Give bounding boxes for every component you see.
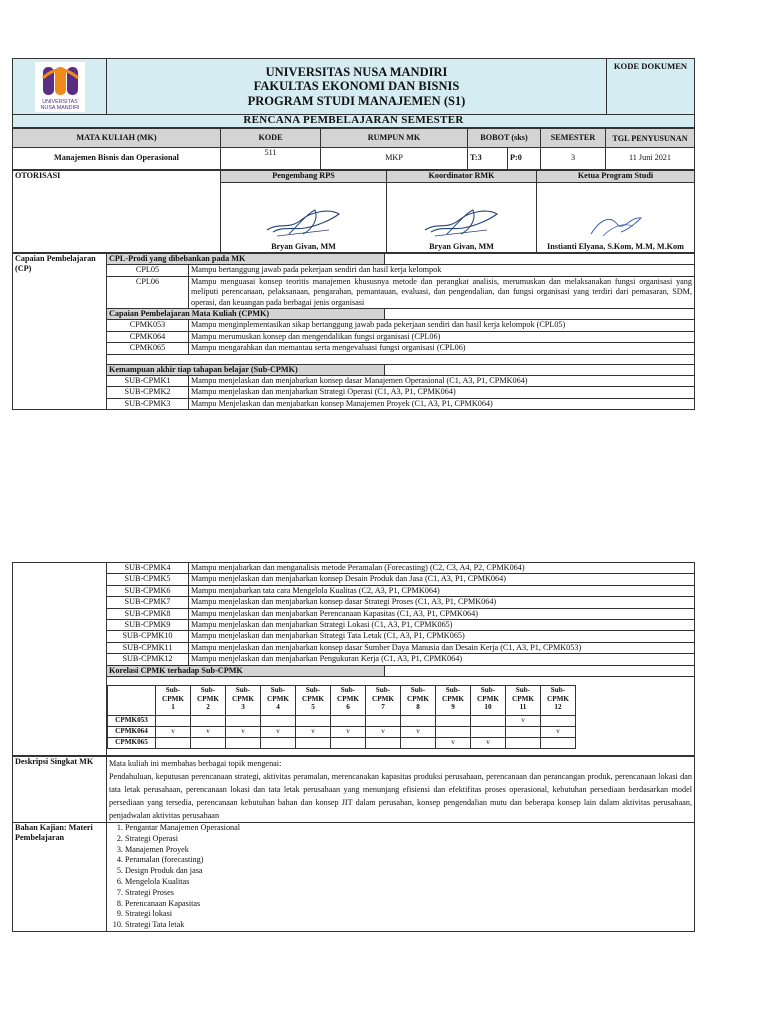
matrix-mark <box>156 738 191 749</box>
matrix-mark <box>331 716 366 727</box>
rumpun-header: RUMPUN MK <box>321 129 468 148</box>
matrix-col-header-line: CPMK <box>197 694 219 703</box>
sub-cpmk-code: SUB-CPMK6 <box>107 585 189 596</box>
rps-title: RENCANA PEMBELAJARAN SEMESTER <box>13 115 695 128</box>
kaprodi-name: Instianti Elyana, S.Kom, M.M, M.Kom <box>547 242 684 251</box>
matrix-col-header-line: 8 <box>416 703 420 712</box>
cpmk-text: Mampu mengarahkan dan memantau serta mengevaluasi fungsi organisasi (CPL06) <box>189 343 695 354</box>
course-rumpun: MKP <box>321 148 468 170</box>
bahan-kajian-item: 9. Strategi lokasi <box>125 909 692 920</box>
signature-icon <box>581 208 651 242</box>
matrix-col-header-line: 10 <box>484 703 492 712</box>
rps-page-1 <box>12 58 694 410</box>
korelasi-matrix-cell <box>107 677 695 756</box>
matrix-mark: v <box>541 727 576 738</box>
matrix-mark <box>226 716 261 727</box>
cp-label: Capaian Pembelajaran (CP) <box>13 254 107 410</box>
course-sks-t: T:3 <box>468 148 508 170</box>
bahan-kajian-item: 7. Strategi Proses <box>125 888 692 899</box>
matrix-col-header <box>226 686 261 716</box>
cpl-text: Mampu menguasai konsep teoritis manajemen khususnya metode dan perangkat analisis, merumuskan dan melaksanakan fungsi organisasi yang meliputi perencanaan, pelaksanaan, pengarahan, pemantauan, evaluasi, dan pengendalian, dan fungsi organisasi yang terdiri dari pemasaran, SDM, operasi, dan keuangan pada berbagai jenis organisasi <box>189 276 695 308</box>
matrix-col-header-line: 6 <box>346 703 350 712</box>
sub-cpmk-code: SUB-CPMK4 <box>107 563 189 574</box>
pengembang-label: Pengembang RPS <box>221 171 387 183</box>
university-name: UNIVERSITAS NUSA MANDIRI <box>265 64 448 79</box>
matrix-col-header <box>296 686 331 716</box>
matrix-col-header <box>541 686 576 716</box>
matrix-mark: v <box>261 727 296 738</box>
matrix-mark <box>401 716 436 727</box>
matrix-mark <box>366 738 401 749</box>
cp-table <box>12 253 695 410</box>
sub-cpmk-code: SUB-CPMK2 <box>107 387 189 398</box>
matrix-mark <box>366 716 401 727</box>
matrix-col-header-line: Sub- <box>200 686 216 695</box>
matrix-mark: v <box>436 738 471 749</box>
matrix-mark <box>296 738 331 749</box>
matrix-col-header-line: 2 <box>206 703 210 712</box>
sub-cpmk-text: Mampu menjabarkan dan menganalisis metode Peramalan (Forecasting) (C2, C3, A4, P2, CPMK064) <box>189 563 695 574</box>
matrix-col-header <box>261 686 296 716</box>
matrix-col-header-line: Sub- <box>270 686 286 695</box>
matrix-col-header-line: Sub- <box>375 686 391 695</box>
sub-cpmk-code: SUB-CPMK8 <box>107 608 189 619</box>
tgl-header: TGL PENYUSUNAN <box>606 129 695 148</box>
matrix-col-header-line: 3 <box>241 703 245 712</box>
matrix-mark: v <box>401 727 436 738</box>
matrix-row-label: CPMK065 <box>108 738 156 749</box>
matrix-col-header-line: Sub- <box>445 686 461 695</box>
bahan-kajian-content <box>107 823 695 932</box>
matrix-mark <box>331 738 366 749</box>
cp-label-continued <box>13 563 107 756</box>
otorisasi-table <box>12 170 695 253</box>
bahan-kajian-list <box>109 823 692 931</box>
matrix-row-label: CPMK064 <box>108 727 156 738</box>
koordinator-name: Bryan Givan, MM <box>429 241 494 251</box>
matrix-col-header-line: 9 <box>451 703 455 712</box>
bahan-kajian-item: 10. Strategi Tata letak <box>125 920 692 931</box>
semester-header: SEMESTER <box>541 129 606 148</box>
sub-cpmk-text: Mampu menjelaskan dan menjabarkan konsep dasar Sumber Daya Manusia dan Desain Kerja (C1, A3, P1, CPMK053) <box>189 642 695 653</box>
bahan-kajian-item: 8. Perencanaan Kapasitas <box>125 899 692 910</box>
kaprodi-label: Ketua Program Studi <box>537 171 695 183</box>
matrix-col-header-line: Sub- <box>480 686 496 695</box>
sub-cpmk-text: Mampu menjelaskan dan menjabarkan konsep dasar Strategi Proses (C1, A3, P1, CPMK064) <box>189 597 695 608</box>
sub-cpmk-text: Mampu menjabarkan tata cara Mengelola Kualitas (C2, A3, P1, CPMK064) <box>189 585 695 596</box>
cpmk-text: Mampu merumuskan konsep dan mengendalikan fungsi organisasi (CPL06) <box>189 331 695 342</box>
matrix-col-header-line: Sub- <box>235 686 251 695</box>
matrix-mark <box>436 727 471 738</box>
matrix-col-header-line: 11 <box>519 703 527 712</box>
cpl-code: CPL06 <box>107 276 189 308</box>
sub-cpmk-text: Mampu menjelaskan dan menjabarkan konsep Desain Produk dan Jasa (C1, A3, P1, CPMK064) <box>189 574 695 585</box>
matrix-mark: v <box>191 727 226 738</box>
matrix-mark <box>506 738 541 749</box>
sub-cpmk-text: Mampu menjelaskan dan menjabarkan Perencanaan Kapasitas (C1, A3, P1, CPMK064) <box>189 608 695 619</box>
sub-cpmk-header: Kemampuan akhir tiap tahapan belajar (Sub-CPMK) <box>107 364 385 375</box>
matrix-mark <box>261 716 296 727</box>
course-name: Manajemen Bisnis dan Operasional <box>13 148 221 170</box>
matrix-mark <box>541 716 576 727</box>
header-table <box>12 58 695 128</box>
matrix-mark: v <box>226 727 261 738</box>
bahan-kajian-item: 2. Strategi Operasi <box>125 834 692 845</box>
korelasi-header: Korelasi CPMK terhadap Sub-CPMK <box>107 665 385 676</box>
matrix-mark: v <box>296 727 331 738</box>
sub-cpmk-code: SUB-CPMK3 <box>107 398 189 409</box>
header-title <box>107 59 607 115</box>
cpl-header-blank <box>385 254 695 265</box>
matrix-col-header-line: 4 <box>276 703 280 712</box>
cpl-text: Mampu bertanggung jawab pada pekerjaan sendiri dan hasil kerja kelompok <box>189 265 695 276</box>
cpmk-code: CPMK064 <box>107 331 189 342</box>
matrix-mark: v <box>156 727 191 738</box>
logo-cell <box>13 59 107 115</box>
matrix-mark <box>471 716 506 727</box>
sub-cpmk-text: Mampu menjelaskan dan menjabarkan Pengukuran Kerja (C1, A3, P1, CPMK064) <box>189 654 695 665</box>
matrix-mark <box>436 716 471 727</box>
cpl-header: CPL-Prodi yang dibebankan pada MK <box>107 254 385 265</box>
matrix-col-header <box>366 686 401 716</box>
sub-cpmk-text: Mampu menjelaskan dan menjabarkan konsep dasar Manajemen Operasional (C1, A3, P1, CPMK064) <box>189 376 695 387</box>
matrix-mark <box>226 738 261 749</box>
rps-page-2 <box>12 562 694 932</box>
matrix-col-header-line: Sub- <box>550 686 566 695</box>
faculty-name: FAKULTAS EKONOMI DAN BISNIS <box>253 79 460 94</box>
sub-cpmk-text: Mampu menjelaskan dan menjabarkan Strategi Tata Letak (C1, A3, P1, CPMK065) <box>189 631 695 642</box>
kode-header: KODE <box>221 129 321 148</box>
course-table <box>12 128 695 170</box>
matrix-mark <box>296 716 331 727</box>
matrix-col-header-line: Sub- <box>165 686 181 695</box>
sub-cpmk-code: SUB-CPMK11 <box>107 642 189 653</box>
korelasi-header-blank <box>385 665 695 676</box>
matrix-mark <box>471 727 506 738</box>
matrix-col-header <box>436 686 471 716</box>
matrix-col-header-line: CPMK <box>162 694 184 703</box>
svg-text:UNIVERSITAS: UNIVERSITAS <box>41 99 78 105</box>
matrix-mark <box>191 716 226 727</box>
matrix-mark <box>261 738 296 749</box>
matrix-col-header-line: 5 <box>311 703 315 712</box>
university-logo-icon <box>35 62 85 112</box>
matrix-row-label: CPMK053 <box>108 716 156 727</box>
sub-cpmk-code: SUB-CPMK1 <box>107 376 189 387</box>
mk-header: MATA KULIAH (MK) <box>13 129 221 148</box>
pengembang-name: Bryan Givan, MM <box>271 241 336 251</box>
bahan-kajian-label: Bahan Kajian: Materi Pembelajaran <box>13 823 107 932</box>
matrix-corner <box>108 686 156 716</box>
matrix-col-header-line: 12 <box>554 703 562 712</box>
sub-cpmk-code: SUB-CPMK9 <box>107 620 189 631</box>
bahan-kajian-item: 4. Peramalan (forecasting) <box>125 855 692 866</box>
matrix-mark: v <box>471 738 506 749</box>
matrix-col-header-line: 7 <box>381 703 385 712</box>
matrix-row <box>108 727 576 738</box>
bobot-header: BOBOT (sks) <box>468 129 541 148</box>
matrix-col-header <box>506 686 541 716</box>
signature-icon <box>417 200 507 242</box>
matrix-row <box>108 738 576 749</box>
cp-continued-table <box>12 562 695 756</box>
sub-cpmk-code: SUB-CPMK12 <box>107 654 189 665</box>
matrix-col-header <box>471 686 506 716</box>
svg-text:NUSA MANDIRI: NUSA MANDIRI <box>40 105 79 111</box>
program-name: PROGRAM STUDI MANAJEMEN (S1) <box>247 93 466 108</box>
matrix-col-header <box>331 686 366 716</box>
cpmk-code: CPMK053 <box>107 320 189 331</box>
sub-cpmk-text: Mampu Menjelaskan dan menjabarkan konsep Manajemen Proyek (C1, A3, P1, CPMK064) <box>189 398 695 409</box>
course-kode: 511 <box>221 148 321 170</box>
course-sks-p: P:0 <box>508 148 541 170</box>
matrix-row <box>108 716 576 727</box>
matrix-mark: v <box>366 727 401 738</box>
cpl-code: CPL05 <box>107 265 189 276</box>
spacer-row <box>107 354 695 364</box>
cpmk-code: CPMK065 <box>107 343 189 354</box>
deskripsi-label: Deskripsi Singkat MK <box>13 757 107 823</box>
deskripsi-content <box>107 757 695 823</box>
matrix-col-header-line: Sub- <box>410 686 426 695</box>
matrix-mark <box>156 716 191 727</box>
sub-cpmk-text: Mampu menjelaskan dan menjabarkan Strategi Lokasi (C1, A3, P1, CPMK065) <box>189 620 695 631</box>
deskripsi-table <box>12 756 695 932</box>
matrix-col-header-line: CPMK <box>477 694 499 703</box>
matrix-mark <box>401 738 436 749</box>
sub-cpmk-code: SUB-CPMK7 <box>107 597 189 608</box>
kode-dokumen: KODE DOKUMEN <box>607 59 695 115</box>
matrix-col-header <box>156 686 191 716</box>
sub-cpmk-text: Mampu menjelaskan dan menjabarkan Strategi Operasi (C1, A3, P1, CPMK064) <box>189 387 695 398</box>
korelasi-matrix <box>107 685 576 749</box>
bahan-kajian-item: 3. Manajemen Proyek <box>125 845 692 856</box>
course-semester: 3 <box>541 148 606 170</box>
matrix-col-header-line: CPMK <box>512 694 534 703</box>
matrix-col-header-line: Sub- <box>340 686 356 695</box>
matrix-mark: v <box>331 727 366 738</box>
matrix-col-header-line: CPMK <box>267 694 289 703</box>
cpmk-text: Mampu menginplementasikan sikap bertanggung jawab pada pekerjaan sendiri dan hasil kerja kelompok (CPL05) <box>189 320 695 331</box>
cpmk-header-blank <box>385 309 695 320</box>
matrix-col-header-line: CPMK <box>547 694 569 703</box>
sub-cpmk-header-blank <box>385 364 695 375</box>
matrix-mark <box>506 727 541 738</box>
koordinator-label: Koordinator RMK <box>387 171 537 183</box>
matrix-col-header-line: CPMK <box>302 694 324 703</box>
bahan-kajian-item: 5. Design Produk dan jasa <box>125 866 692 877</box>
deskripsi-intro: Mata kuliah ini membahas berbagai topik mengenai: <box>109 759 282 769</box>
matrix-col-header <box>191 686 226 716</box>
matrix-mark <box>541 738 576 749</box>
cpmk-header: Capaian Pembelajaran Mata Kuliah (CPMK) <box>107 309 385 320</box>
signature-icon <box>259 200 349 242</box>
matrix-col-header-line: CPMK <box>407 694 429 703</box>
pengembang-signature-cell <box>221 183 387 253</box>
matrix-col-header-line: CPMK <box>232 694 254 703</box>
matrix-col-header <box>401 686 436 716</box>
deskripsi-text: Pendahuluan, keputusan perencanaan strategi, aktivitas peramalan, merencanakan kapasitas produksi perusahaan, perencanaan dan perancangan produk, perencanaan lokasi dan tata letak perusahaan, perencanaan lokasi dan tata letak perusahaan yang menunjang efisiensi dan efektifitas proses operasional, kebutuhan persediaan berdasarkan model persediaan yang tersedia, perencanaan kebutuhan bahan dan konsep JIT dalam perusahan, konsep pengendalian mutu dan beberapa konsep lain dalam aktivitas perusahaan, penjadwalan aktivitas perusahaan <box>109 772 692 821</box>
matrix-col-header-line: CPMK <box>337 694 359 703</box>
matrix-col-header-line: CPMK <box>442 694 464 703</box>
matrix-col-header-line: 1 <box>171 703 175 712</box>
kaprodi-signature-cell <box>537 183 695 253</box>
matrix-col-header-line: Sub- <box>515 686 531 695</box>
bahan-kajian-item: 6. Mengelola Kualitas <box>125 877 692 888</box>
koordinator-signature-cell <box>387 183 537 253</box>
matrix-mark <box>191 738 226 749</box>
sub-cpmk-code: SUB-CPMK10 <box>107 631 189 642</box>
course-tgl: 11 Juni 2021 <box>606 148 695 170</box>
matrix-mark: v <box>506 716 541 727</box>
bahan-kajian-item: 1. Pengantar Manajemen Operasional <box>125 823 692 834</box>
sub-cpmk-code: SUB-CPMK5 <box>107 574 189 585</box>
matrix-col-header-line: Sub- <box>305 686 321 695</box>
otorisasi-label: OTORISASI <box>13 171 221 253</box>
matrix-col-header-line: CPMK <box>372 694 394 703</box>
